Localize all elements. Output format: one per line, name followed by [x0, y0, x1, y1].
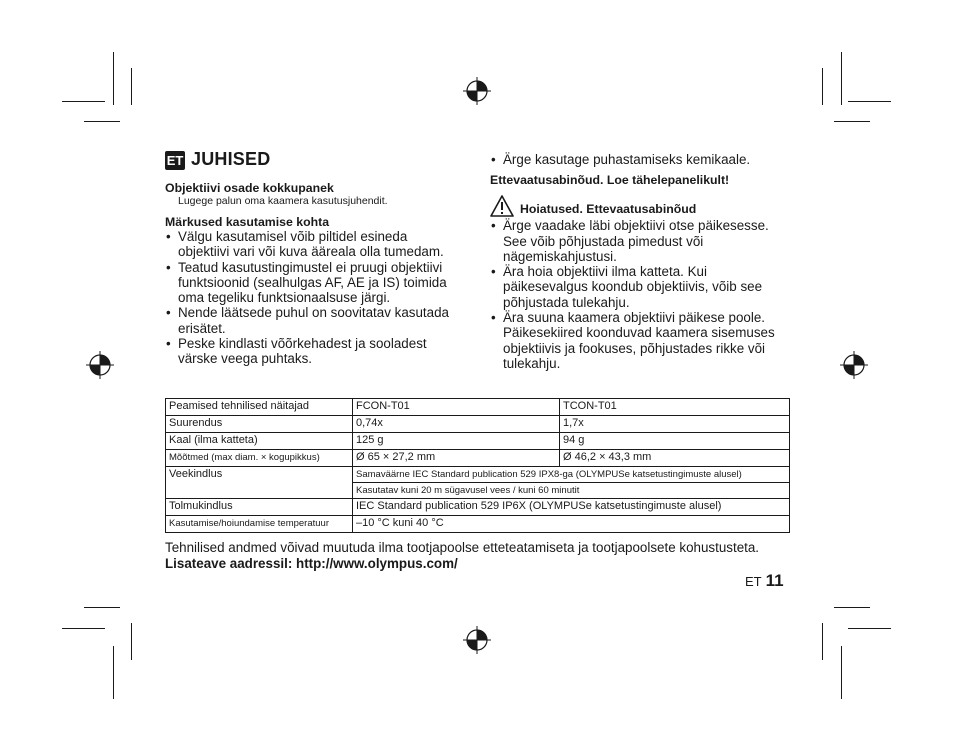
table-row: [166, 516, 790, 533]
page-lang: ET: [745, 574, 762, 589]
warning-triangle-icon: [490, 195, 514, 217]
registration-mark-icon: [839, 350, 869, 380]
caution-list: [490, 218, 790, 371]
list-item: • Teatud kasutustingimustel ei pruugi objektiivi funktsioonid (sealhulgas AF, AE ja IS) toimida oma tegeliku funktsionaalsuse järgi.: [165, 260, 455, 306]
table-row: [166, 450, 790, 467]
table-row: [166, 416, 790, 433]
page-number: [745, 571, 784, 591]
table-cell: Veekindlus: [166, 467, 353, 499]
table-row: [166, 433, 790, 450]
more-info-link: Lisateave aadressil: http://www.olympus.com/: [165, 555, 458, 571]
notice-text: Tehnilised andmed võivad muutuda ilma tootjapoolse etteteatamiseta ja tootjapoolsete kohustusteta.: [165, 540, 760, 555]
caution-heading: Hoiatused. Ettevaatusabinõud: [520, 202, 697, 217]
left-column: [165, 181, 465, 367]
table-cell: Suurendus: [166, 416, 353, 433]
language-badge: ET: [166, 153, 184, 168]
table-row: [166, 399, 790, 416]
table-cell: Kasutamise/hoiundamise temperatuur: [166, 516, 353, 533]
list-item: • Välgu kasutamisel võib piltidel esineda objektiivi vari või kuva ääreala olla tumedam.: [165, 229, 455, 260]
registration-mark-icon: [85, 350, 115, 380]
table-cell: Tolmukindlus: [166, 499, 353, 516]
page-number-value: 11: [765, 571, 784, 590]
table-cell: Ø 65 × 27,2 mm: [353, 450, 560, 467]
table-cell: Peamised tehnilised näitajad: [166, 399, 353, 416]
table-cell: 1,7x: [560, 416, 790, 433]
table-cell: Kaal (ilma katteta): [166, 433, 353, 450]
list-item: • Ära suuna kaamera objektiivi päikese poole. Päikesekiired koonduvad kaamera sisemuses objektiivis ja fookuses, põhjustades rikke või tulekahju.: [490, 310, 790, 371]
table-cell: [353, 467, 790, 499]
page-title: JUHISED: [191, 149, 271, 169]
list-item: • Peske kindlasti võõrkehadest ja sooladest värske veega puhtaks.: [165, 336, 455, 367]
usage-list: [165, 229, 455, 367]
right-column: [490, 152, 790, 371]
table-cell: FCON-T01: [353, 399, 560, 416]
table-cell: 0,74x: [353, 416, 560, 433]
usage-heading: Märkused kasutamise kohta: [165, 215, 330, 229]
footer: [165, 540, 759, 571]
registration-mark-icon: [462, 76, 492, 106]
caution-heading-row: [490, 195, 790, 218]
table-cell: –10 °C kuni 40 °C: [353, 516, 790, 533]
table-row: [166, 467, 790, 499]
registration-mark-icon: [462, 625, 492, 655]
table-row: [166, 499, 790, 516]
table-cell: Mõõtmed (max diam. × kogupikkus): [166, 450, 353, 467]
waterproof-line-2: Kasutatav kuni 20 m sügavusel vees / kuni 60 minutit: [356, 485, 580, 496]
table-cell: TCON-T01: [560, 399, 790, 416]
list-item: • Ärge vaadake läbi objektiivi otse päikesesse. See võib põhjustada pimedust või nägemiskahjustusi.: [490, 218, 790, 264]
assembly-heading: Objektiivi osade kokkupanek: [165, 181, 334, 195]
table-cell: IEC Standard publication 529 IP6X (OLYMPUSe katsetustingimuste alusel): [353, 499, 790, 516]
table-cell: Ø 46,2 × 43,3 mm: [560, 450, 790, 467]
assembly-note: Lugege palun oma kaamera kasutusjuhendit.: [178, 195, 388, 207]
cleaning-list: [490, 152, 790, 167]
list-item: • Ära hoia objektiivi ilma katteta. Kui päikesevalgus koondub objektiivis, võib see põhjustada tulekahju.: [490, 264, 790, 310]
list-item: • Nende läätsede puhul on soovitatav kasutada erisätet.: [165, 305, 455, 336]
precautions-heading: Ettevaatusabinõud. Loe tähelepanelikult!: [490, 173, 730, 188]
table-cell: 94 g: [560, 433, 790, 450]
list-item: • Ärge kasutage puhastamiseks kemikaale.: [490, 152, 790, 167]
spec-table: [165, 398, 790, 533]
table-cell: 125 g: [353, 433, 560, 450]
waterproof-line-1: Samaväärne IEC Standard publication 529 IPX8-ga (OLYMPUSe katsetustingimuste alusel): [353, 467, 789, 483]
